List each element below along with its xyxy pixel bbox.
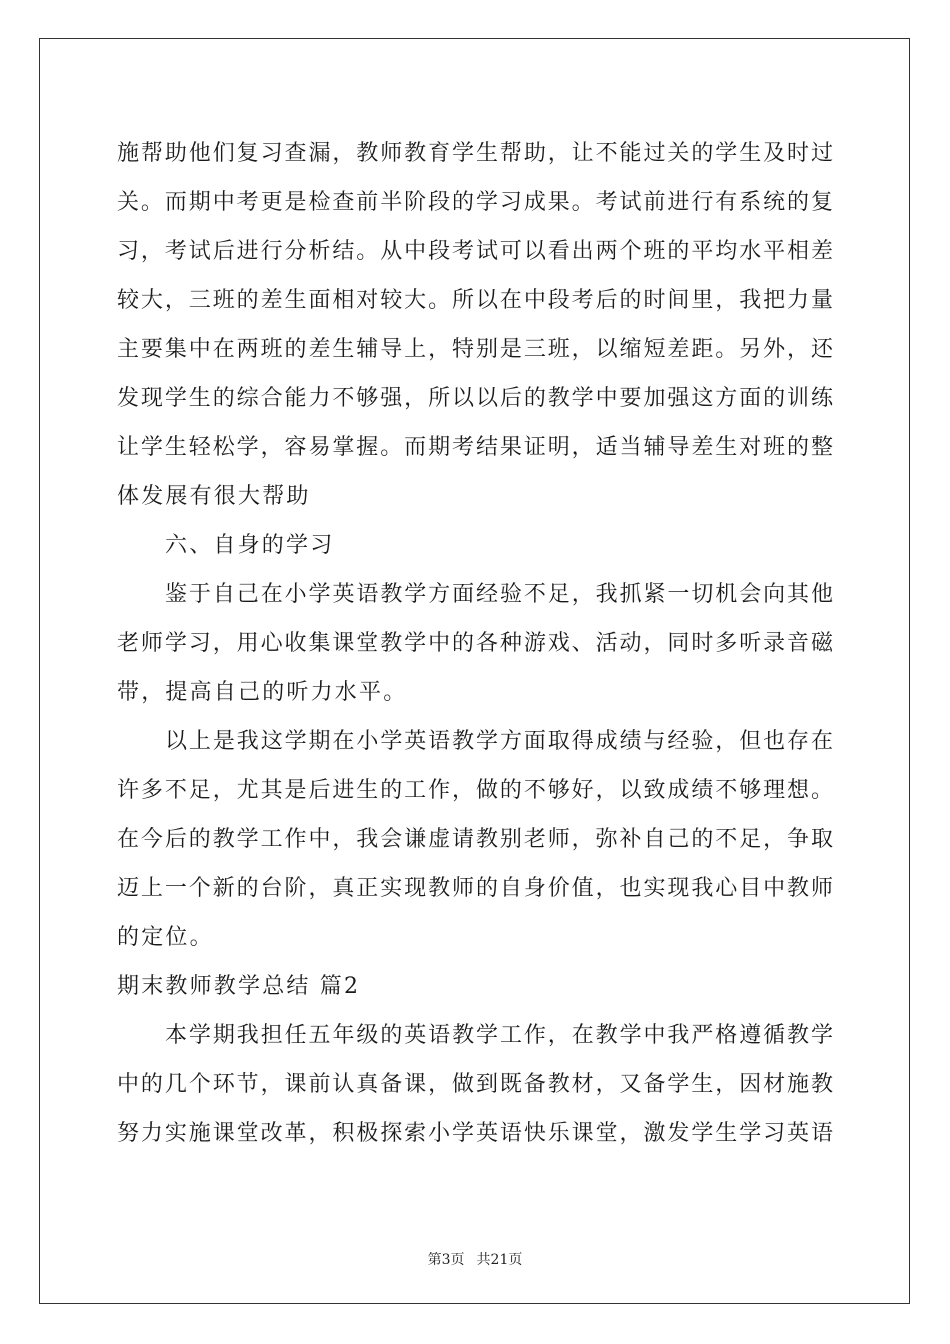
text-line: 关。而期中考更是检查前半阶段的学习成果。考试前进行有系统的复 xyxy=(117,190,833,215)
text-line: 主要集中在两班的差生辅导上，特别是三班，以缩短差距。另外，还 xyxy=(117,337,833,362)
text-line: 六、自身的学习 xyxy=(165,533,335,558)
page-number: 第3页 xyxy=(427,1252,465,1268)
text-line: 发现学生的综合能力不够强，所以以后的教学中要加强这方面的训练 xyxy=(117,386,833,411)
text-line: 中的几个环节，课前认真备课，做到既备教材，又备学生，因材施教 xyxy=(117,1072,833,1097)
text-line: 鉴于自己在小学英语教学方面经验不足，我抓紧一切机会向其他 xyxy=(165,582,833,607)
text-line: 期末教师教学总结 篇2 xyxy=(117,974,361,999)
text-line: 以上是我这学期在小学英语教学方面取得成绩与经验，但也存在 xyxy=(165,729,833,754)
page-footer xyxy=(0,1249,950,1269)
text-line: 许多不足，尤其是后进生的工作，做的不够好，以致成绩不够理想。 xyxy=(117,778,833,803)
text-line: 习，考试后进行分析结。从中段考试可以看出两个班的平均水平相差 xyxy=(117,239,833,264)
document-body xyxy=(117,129,833,1158)
text-line: 带，提高自己的听力水平。 xyxy=(117,680,408,705)
text-line: 的定位。 xyxy=(117,925,214,950)
text-line: 体发展有很大帮助 xyxy=(117,484,311,509)
text-line: 较大，三班的差生面相对较大。所以在中段考后的时间里，我把力量 xyxy=(117,288,833,313)
page-total: 共21页 xyxy=(476,1252,523,1268)
text-line: 在今后的教学工作中，我会谦虚请教别老师，弥补自己的不足，争取 xyxy=(117,827,833,852)
text-line: 让学生轻松学，容易掌握。而期考结果证明，适当辅导差生对班的整 xyxy=(117,435,833,460)
text-line: 老师学习，用心收集课堂教学中的各种游戏、活动，同时多听录音磁 xyxy=(117,631,833,656)
text-line: 本学期我担任五年级的英语教学工作，在教学中我严格遵循教学 xyxy=(165,1023,833,1048)
text-line: 施帮助他们复习查漏，教师教育学生帮助，让不能过关的学生及时过 xyxy=(117,141,833,166)
text-line: 努力实施课堂改革，积极探索小学英语快乐课堂，激发学生学习英语 xyxy=(117,1121,833,1146)
text-line: 迈上一个新的台阶，真正实现教师的自身价值，也实现我心目中教师 xyxy=(117,876,833,901)
